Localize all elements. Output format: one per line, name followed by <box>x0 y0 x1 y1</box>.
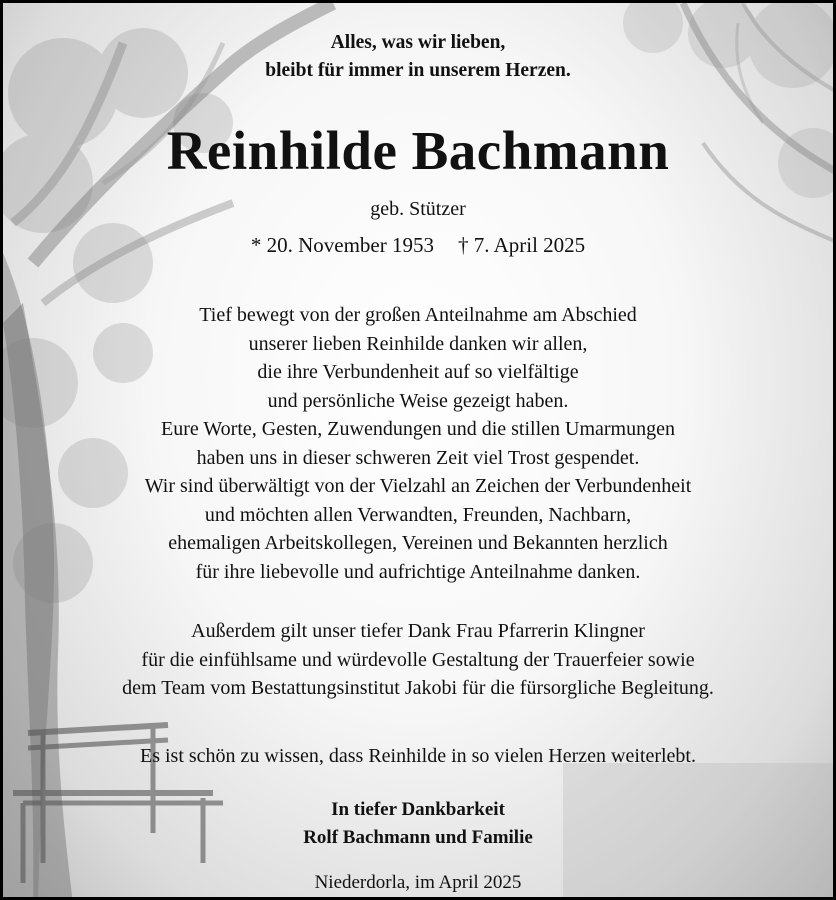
deceased-name: Reinhilde Bachmann <box>166 120 670 181</box>
thanks-paragraph <box>3 301 833 586</box>
birth-date: * 20. November 1953 <box>250 233 434 257</box>
place-and-date: Niederdorla, im April 2025 <box>314 872 522 893</box>
text-line: Außerdem gilt unser tiefer Dank Frau Pfarrerin Klingner <box>191 620 645 642</box>
text-line: unserer lieben Reinhilde danken wir allen, <box>248 332 588 355</box>
death-date: † 7. April 2025 <box>457 233 586 257</box>
motto-line: bleibt für immer in unserem Herzen. <box>265 60 571 81</box>
motto <box>3 29 833 85</box>
closing-line: Es ist schön zu wissen, dass Reinhilde in so vielen Herzen weiterlebt. <box>140 745 696 767</box>
text-line: ehemaligen Arbeitskollegen, Vereinen und Bekannten herzlich <box>168 532 668 554</box>
maiden-name: geb. Stützer <box>370 198 466 220</box>
signature-line: In tiefer Dankbarkeit <box>331 799 505 820</box>
special-thanks-paragraph <box>3 617 833 703</box>
text-line: und möchten allen Verwandten, Freunden, Nachbarn, <box>204 503 632 526</box>
text-line: dem Team vom Bestattungsinstitut Jakobi für die fürsorgliche Begleitung. <box>122 677 714 699</box>
text-line: Eure Worte, Gesten, Zuwendungen und die stillen Umarmungen <box>160 418 675 440</box>
signature-line: Rolf Bachmann und Familie <box>303 827 533 848</box>
text-line: Tief bewegt von der großen Anteilnahme am Abschied <box>199 304 637 326</box>
life-dates <box>3 231 833 259</box>
text-line: für die einfühlsame und würdevolle Gestaltung der Trauerfeier sowie <box>141 648 695 671</box>
signature <box>3 796 833 852</box>
text-line: für ihre liebevolle und aufrichtige Anteilnahme danken. <box>195 560 641 583</box>
motto-line: Alles, was wir lieben, <box>330 32 506 53</box>
text-line: Wir sind überwältigt von der Vielzahl an Zeichen der Verbundenheit <box>144 475 692 497</box>
text-line: haben uns in dieser schweren Zeit viel Trost gespendet. <box>196 446 640 469</box>
text-line: und persönliche Weise gezeigt haben. <box>267 389 569 412</box>
text-line: die ihre Verbundenheit auf so vielfältige <box>257 361 579 383</box>
